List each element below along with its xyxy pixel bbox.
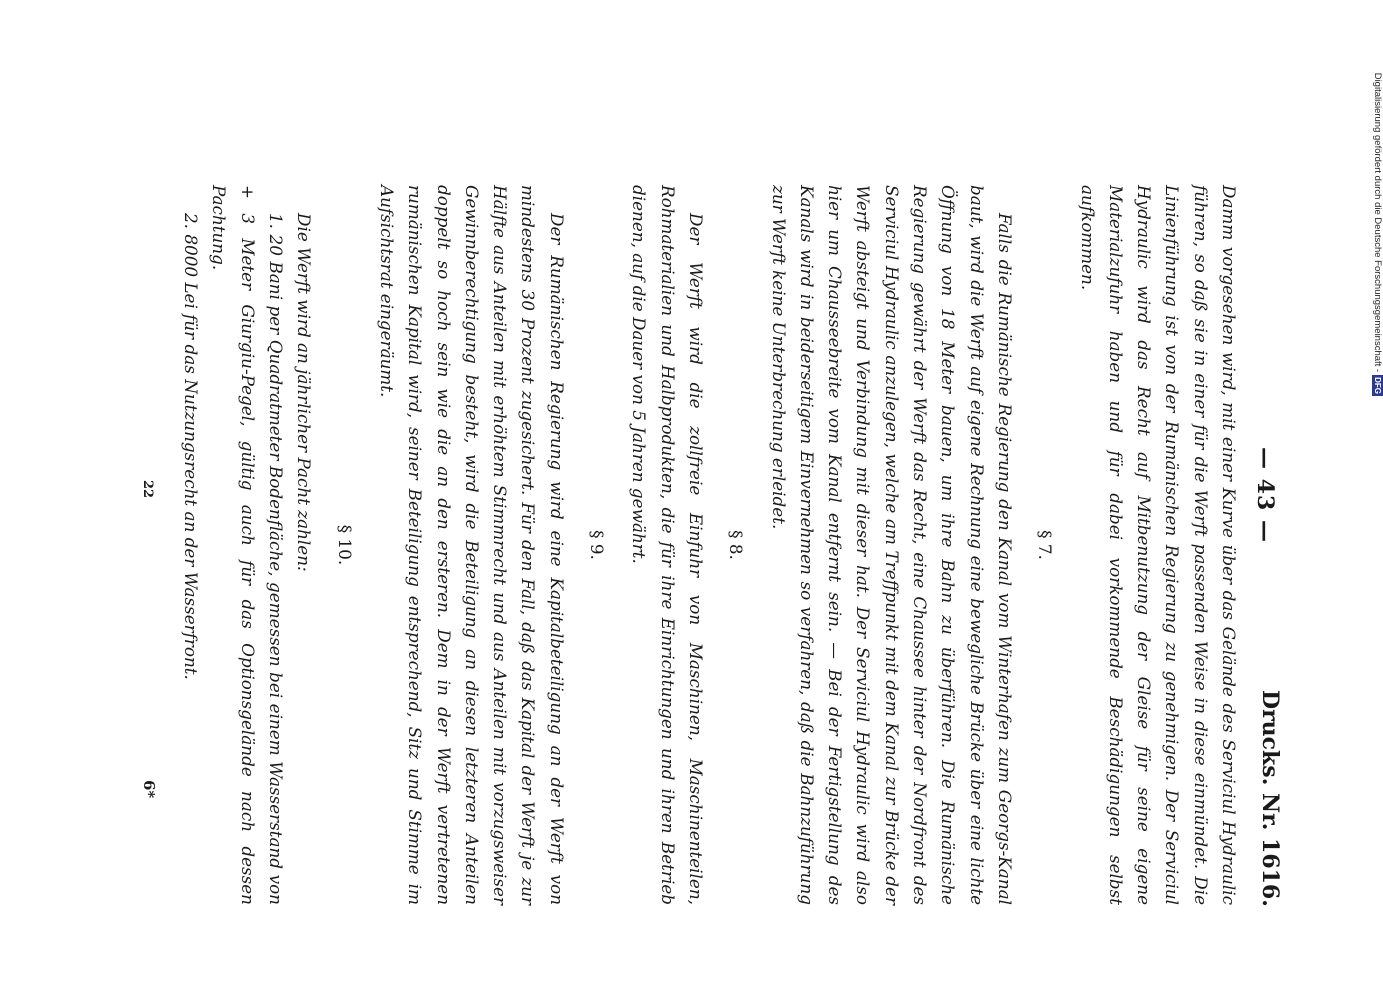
dfg-logo: DFG <box>1373 377 1382 394</box>
section-heading-8: § 8. <box>726 530 747 560</box>
print-number: Drucks. Nr. 1616. <box>1257 690 1283 907</box>
page-number: — 43 — <box>1252 447 1278 543</box>
section-heading-7: § 7. <box>1035 530 1056 560</box>
credit-text: Digitalisierung gefördert durch die Deutsche Forschungsgemeinschaft - <box>1372 72 1383 373</box>
list-item: 1. 20 Bani per Quadratmeter Bodenfläche, gemessen bei einem Wasserstand von + 3 Meter Giurgiu-Pegel, gültig auch für das Optionsgelände nach dessen Pachtung. <box>209 185 287 905</box>
paragraph: Der Werft wird die zollfreie Einfuhr von Maschinen, Maschinenteilen, Rohmaterialien und Halbprodukten, die für ihre Einrichtungen und ihren Betrieb dienen, auf die Dauer von 5 Jahren gewährt. <box>629 185 706 905</box>
digitization-credit <box>1371 8 1383 1000</box>
list-item: 2. 8000 Lei für das Nutzungsrecht an der Wasserfront. <box>181 213 202 680</box>
section-heading-9: § 9. <box>587 530 608 560</box>
paragraph: Der Rumänischen Regierung wird eine Kapitalbeteiligung an der Werft von mindestens 30 Prozent zugesichert. Für den Fall, daß das Kapital der Werft je zur Hälfte aus Anteilen mit erhöhtem Stimmrecht und aus Anteilen mit vorzugsweiser Gewinnberechtigung besteht, wird die Beteiligung an diesen letzteren Anteilen doppelt so hoch sein wie die an den ersteren. Dem in der Werft vertretenen rumänischen Kapital wird, seiner Beteiligung entsprechend, Sitz und Stimme im Aufsichtsrat eingeräumt. <box>376 185 567 905</box>
paragraph: Die Werft wird an jährlicher Pacht zahlen: <box>294 213 315 572</box>
printer-signature: 22 <box>140 480 155 499</box>
section-heading-10: § 10. <box>334 524 355 566</box>
paragraph: Falls die Rumänische Regierung den Kanal vom Winterhafen zum Georgs-Kanal baut, wird die Werft auf eigene Rechnung eine bewegliche Brücke über eine lichte Öffnung von 18 Meter bauen, um ihre Bahn zu überführen. Die Rumänische Regierung gewährt der Werft das Recht, eine Chaussee hinter der Nordfront des Serviciul Hydraulic anzulegen, welche am Treffpunkt mit dem Kanal zur Brücke der Werft absteigt und Verbindung mit dieser hat. Der Serviciul Hydraulic wird also hier um Chausseebreite vom Kanal entfernt sein. — Bei der Fertigstellung des Kanals wird in beiderseitigem Einvernehmen so verfahren, daß die Bahnzuführung zur Werft keine Unterbrechung erleidet. <box>768 185 1015 905</box>
paragraph: Damm vorgesehen wird, mit einer Kurve über das Gelände des Serviciul Hydraulic führen, so daß sie in einer für die Werft passenden Weise in diese einmündet. Die Linienführung ist von der Rumänischen Regierung zu genehmigen. Der Serviciul Hydraulic wird das Recht auf Mitbenutzung der Gleise für seine eigene Materialzufuhr haben und für dabei vorkommende Beschädigungen selbst aufkommen. <box>1077 185 1239 905</box>
sheet-mark: 6* <box>140 780 158 799</box>
document-body <box>177 185 1243 905</box>
